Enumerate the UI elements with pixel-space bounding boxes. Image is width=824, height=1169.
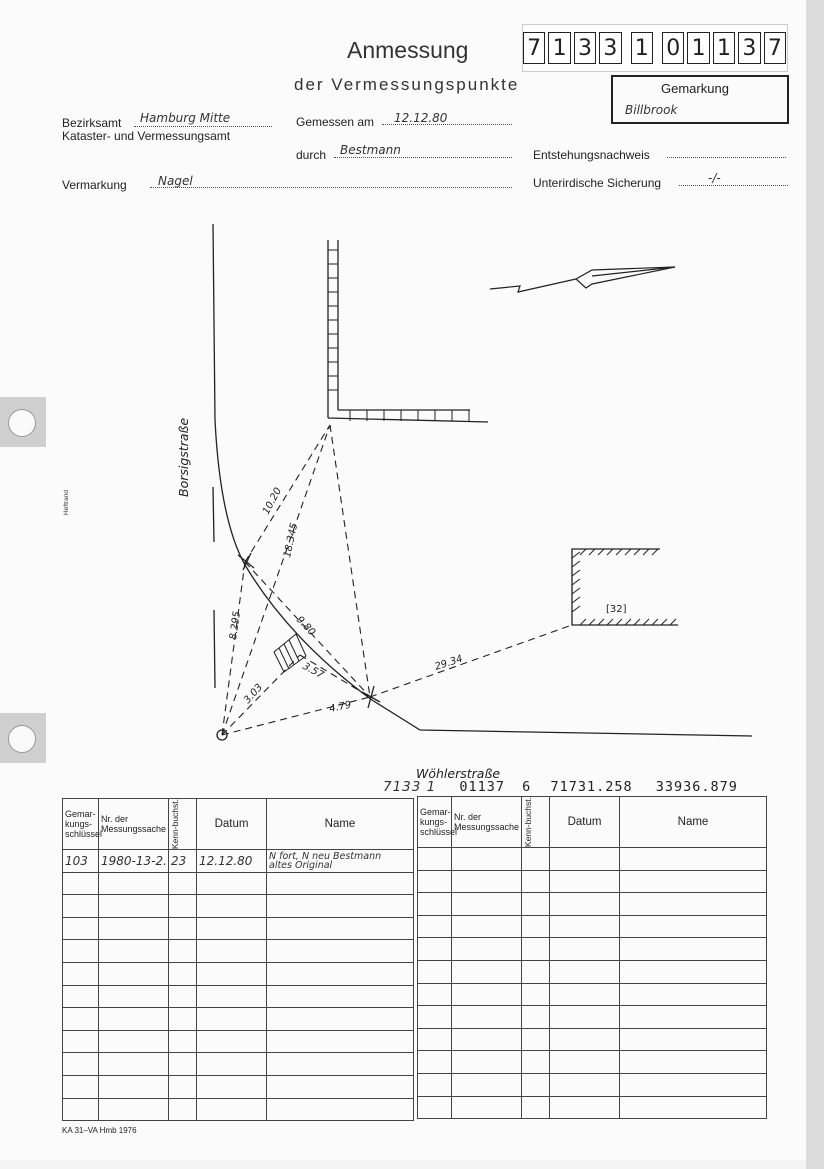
table-cell[interactable]: [418, 1051, 452, 1074]
table-cell[interactable]: [522, 893, 550, 916]
table-row: [418, 1074, 767, 1097]
table-cell[interactable]: [169, 1030, 197, 1053]
table-cell[interactable]: [169, 985, 197, 1008]
table-cell[interactable]: [418, 1074, 452, 1097]
borsig-short-line-2: [214, 610, 215, 688]
table-cell[interactable]: [550, 1051, 620, 1074]
table-cell[interactable]: [169, 895, 197, 918]
table-cell[interactable]: [550, 961, 620, 984]
cell-nr[interactable]: 1980-13-2.: [99, 850, 169, 873]
table-cell[interactable]: [522, 1006, 550, 1029]
table-cell[interactable]: [197, 917, 267, 940]
table-row: [63, 850, 414, 873]
small-structure: [274, 634, 306, 672]
durch-label: durch: [296, 148, 327, 162]
cell-datum[interactable]: 12.12.80: [197, 850, 267, 873]
table-cell[interactable]: [267, 985, 414, 1008]
table-cell[interactable]: [620, 938, 767, 961]
table-cell[interactable]: [267, 940, 414, 963]
vermarkung-value[interactable]: Nagel: [158, 174, 193, 188]
measurement-table-right: [417, 796, 767, 1119]
header-datum: Datum: [197, 799, 267, 850]
table-cell[interactable]: [418, 870, 452, 893]
table-cell[interactable]: [620, 1051, 767, 1074]
table-cell[interactable]: [620, 870, 767, 893]
table-cell[interactable]: [63, 1030, 99, 1053]
table-cell[interactable]: [267, 1030, 414, 1053]
table-cell[interactable]: [63, 940, 99, 963]
table-cell[interactable]: [418, 1028, 452, 1051]
header-nr: Nr. der Messungssache: [452, 797, 522, 848]
table-cell[interactable]: [452, 983, 522, 1006]
measure-line: [330, 425, 370, 697]
table-cell[interactable]: [620, 915, 767, 938]
table-cell[interactable]: [452, 1096, 522, 1119]
table-row: [418, 1051, 767, 1074]
cell-name[interactable]: N fort, N neu Bestmann altes Original: [267, 850, 414, 873]
table-row: [63, 895, 414, 918]
table-cell[interactable]: [418, 915, 452, 938]
table-row: [418, 983, 767, 1006]
table-cell[interactable]: [452, 961, 522, 984]
table-cell[interactable]: [522, 848, 550, 871]
table-cell[interactable]: [99, 1030, 169, 1053]
digit: 1: [687, 32, 709, 64]
measure-label: 10.20: [260, 485, 285, 517]
table-cell[interactable]: [550, 1006, 620, 1029]
table-cell[interactable]: [169, 1008, 197, 1031]
table-row: [63, 917, 414, 940]
table-cell[interactable]: [550, 1096, 620, 1119]
table-cell[interactable]: [418, 1096, 452, 1119]
table-cell[interactable]: [452, 870, 522, 893]
table-cell[interactable]: [620, 983, 767, 1006]
table-cell[interactable]: [452, 1006, 522, 1029]
table-cell[interactable]: [522, 915, 550, 938]
table-cell[interactable]: [418, 1006, 452, 1029]
table-cell[interactable]: [418, 848, 452, 871]
table-row: [63, 1098, 414, 1121]
table-cell[interactable]: [550, 870, 620, 893]
header-gemarkung: Gemar-kungs-schlüssel: [63, 799, 99, 850]
table-cell[interactable]: [169, 1053, 197, 1076]
table-cell[interactable]: [452, 915, 522, 938]
table-row: [63, 940, 414, 963]
table-cell[interactable]: [197, 1053, 267, 1076]
bezirksamt-label: Bezirksamt: [62, 116, 122, 130]
table-cell[interactable]: [620, 961, 767, 984]
table-cell[interactable]: [169, 1098, 197, 1121]
sicherung-label: Unterirdische Sicherung: [533, 176, 662, 190]
table-cell[interactable]: [267, 917, 414, 940]
table-cell[interactable]: [197, 985, 267, 1008]
form-footer: KA 31–VA Hmb 1976: [62, 1126, 137, 1135]
table-cell[interactable]: [197, 1098, 267, 1121]
measure-label: 9.80: [293, 614, 318, 639]
table-cell[interactable]: [99, 917, 169, 940]
table-cell[interactable]: [99, 1076, 169, 1099]
measure-line: [370, 625, 572, 697]
table-cell[interactable]: [550, 893, 620, 916]
header-kenn: Kenn-buchst.: [169, 799, 197, 850]
coord-number: 01137: [459, 779, 506, 795]
table-row: [418, 870, 767, 893]
table-cell[interactable]: [267, 1008, 414, 1031]
table-cell[interactable]: [267, 1098, 414, 1121]
table-cell[interactable]: [452, 848, 522, 871]
table-row: [418, 915, 767, 938]
header-nr: Nr. der Messungssache: [99, 799, 169, 850]
measure-label: 18.345: [282, 522, 301, 559]
table-cell[interactable]: [452, 1051, 522, 1074]
table-cell[interactable]: [99, 940, 169, 963]
table-cell[interactable]: [452, 1028, 522, 1051]
table-cell[interactable]: [63, 1098, 99, 1121]
table-cell[interactable]: [169, 940, 197, 963]
header-gemarkung: Gemar-kungs-schlüssel: [418, 797, 452, 848]
table-cell[interactable]: [522, 1074, 550, 1097]
header-kenn: Kenn-buchst.: [522, 797, 550, 848]
coord-prefix: 7133 1: [383, 779, 437, 795]
table-cell[interactable]: [63, 872, 99, 895]
digit: 3: [738, 32, 760, 64]
table-cell[interactable]: [452, 938, 522, 961]
table-cell[interactable]: [550, 983, 620, 1006]
gemarkung-label: Gemarkung: [661, 81, 729, 96]
table-cell[interactable]: [63, 895, 99, 918]
table-cell[interactable]: [522, 938, 550, 961]
table-cell[interactable]: [620, 1006, 767, 1029]
cell-kenn[interactable]: 23: [169, 850, 197, 873]
digit: 7: [764, 32, 786, 64]
table-cell[interactable]: [522, 1028, 550, 1051]
table-cell[interactable]: [197, 963, 267, 986]
table-cell[interactable]: [418, 938, 452, 961]
table-cell[interactable]: [99, 1008, 169, 1031]
borsig-short-line-1: [213, 487, 214, 542]
kataster-label: Kataster- und Vermessungsamt: [62, 129, 231, 143]
header-datum: Datum: [550, 797, 620, 848]
table-cell[interactable]: [99, 1098, 169, 1121]
header-name: Name: [620, 797, 767, 848]
digit: 1: [713, 32, 735, 64]
table-cell[interactable]: [99, 985, 169, 1008]
table-cell[interactable]: [197, 895, 267, 918]
table-cell[interactable]: [267, 963, 414, 986]
measure-label: 29.34: [433, 653, 465, 673]
table-cell[interactable]: [267, 895, 414, 918]
table-cell[interactable]: [267, 872, 414, 895]
table-cell[interactable]: [620, 1074, 767, 1097]
cell-gemarkung[interactable]: 103: [63, 850, 99, 873]
form-title: Anmessung: [347, 37, 469, 63]
table-cell[interactable]: [169, 872, 197, 895]
bezirksamt-value[interactable]: Hamburg Mitte: [140, 111, 231, 125]
table-cell[interactable]: [99, 872, 169, 895]
table-cell[interactable]: [99, 1053, 169, 1076]
table-row: [63, 963, 414, 986]
table-cell[interactable]: [452, 893, 522, 916]
digit: 1: [548, 32, 570, 64]
measurement-table-left: [62, 798, 414, 1121]
heftrand-label: Heftrand: [63, 490, 70, 515]
table-cell[interactable]: [550, 915, 620, 938]
gemessen-value[interactable]: 12.12.80: [394, 111, 448, 125]
table-cell[interactable]: [197, 1030, 267, 1053]
table-cell[interactable]: [169, 917, 197, 940]
table-cell[interactable]: [522, 1096, 550, 1119]
table-cell[interactable]: [418, 893, 452, 916]
table-row: [418, 1006, 767, 1029]
table-cell[interactable]: [63, 963, 99, 986]
table-cell[interactable]: [522, 961, 550, 984]
table-cell[interactable]: [197, 1008, 267, 1031]
measure-label: 8.295: [228, 610, 243, 641]
table-cell[interactable]: [522, 983, 550, 1006]
measure-line: [222, 562, 245, 735]
north-arrow-icon: [490, 267, 675, 292]
coordinate-row: [383, 779, 738, 795]
table-cell[interactable]: [452, 1074, 522, 1097]
table-row: [63, 1030, 414, 1053]
table-cell[interactable]: [63, 917, 99, 940]
table-cell[interactable]: [197, 872, 267, 895]
table-row: [418, 1028, 767, 1051]
coord-x: 71731.258: [550, 779, 633, 795]
table-row: [63, 872, 414, 895]
table-row: [418, 961, 767, 984]
measure-label: 3.57: [300, 660, 326, 682]
table-cell[interactable]: [63, 985, 99, 1008]
coord-y: 33936.879: [655, 779, 738, 795]
table-row: [63, 985, 414, 1008]
table-row: [418, 848, 767, 871]
table-cell[interactable]: [63, 1008, 99, 1031]
table-cell[interactable]: [99, 895, 169, 918]
table-row: [418, 938, 767, 961]
table-cell[interactable]: [169, 963, 197, 986]
table-cell[interactable]: [267, 1076, 414, 1099]
table-cell[interactable]: [99, 963, 169, 986]
gemarkung-value[interactable]: Billbrook: [625, 103, 678, 117]
table-cell[interactable]: [550, 848, 620, 871]
measure-line: [222, 425, 330, 735]
vermarkung-label: Vermarkung: [62, 178, 127, 192]
table-cell[interactable]: [550, 938, 620, 961]
table-cell[interactable]: [620, 1028, 767, 1051]
header-name: Name: [267, 799, 414, 850]
table-row: [63, 1008, 414, 1031]
coord-code: 6: [522, 779, 532, 795]
table-cell[interactable]: [169, 1076, 197, 1099]
digit: 0: [662, 32, 684, 64]
table-cell[interactable]: [197, 940, 267, 963]
table-cell[interactable]: [620, 1096, 767, 1119]
table-cell[interactable]: [522, 870, 550, 893]
table-cell[interactable]: [197, 1076, 267, 1099]
digit: 3: [599, 32, 621, 64]
table-cell[interactable]: [620, 848, 767, 871]
measure-label: 3.03: [242, 682, 266, 707]
table-cell[interactable]: [63, 1076, 99, 1099]
table-cell[interactable]: [418, 961, 452, 984]
measure-label: 4.79: [328, 699, 353, 715]
gemessen-label: Gemessen am: [296, 115, 375, 129]
street-woehler-label: Wöhlerstraße: [416, 766, 501, 781]
table-cell[interactable]: [620, 893, 767, 916]
digit: 3: [574, 32, 596, 64]
table-cell[interactable]: [550, 1028, 620, 1051]
table-row: [418, 893, 767, 916]
building-wall-horizontal: [328, 418, 488, 422]
table-cell[interactable]: [63, 1053, 99, 1076]
borsig-curb-line: [213, 224, 752, 736]
table-row: [63, 1076, 414, 1099]
durch-value[interactable]: Bestmann: [340, 143, 401, 157]
digit: 7: [523, 32, 545, 64]
table-row: [418, 1096, 767, 1119]
table-cell[interactable]: [550, 1074, 620, 1097]
sicherung-value[interactable]: -/-: [708, 171, 721, 185]
building-32-label: [32]: [606, 604, 627, 615]
entstehung-label: Entstehungsnachweis: [533, 148, 650, 162]
street-borsig-label: Borsigstraße: [176, 417, 191, 497]
table-row: [63, 1053, 414, 1076]
digit: 1: [631, 32, 653, 64]
table-cell[interactable]: [522, 1051, 550, 1074]
form-subtitle: der Vermessungspunkte: [294, 75, 520, 94]
table-cell[interactable]: [418, 983, 452, 1006]
table-cell[interactable]: [267, 1053, 414, 1076]
